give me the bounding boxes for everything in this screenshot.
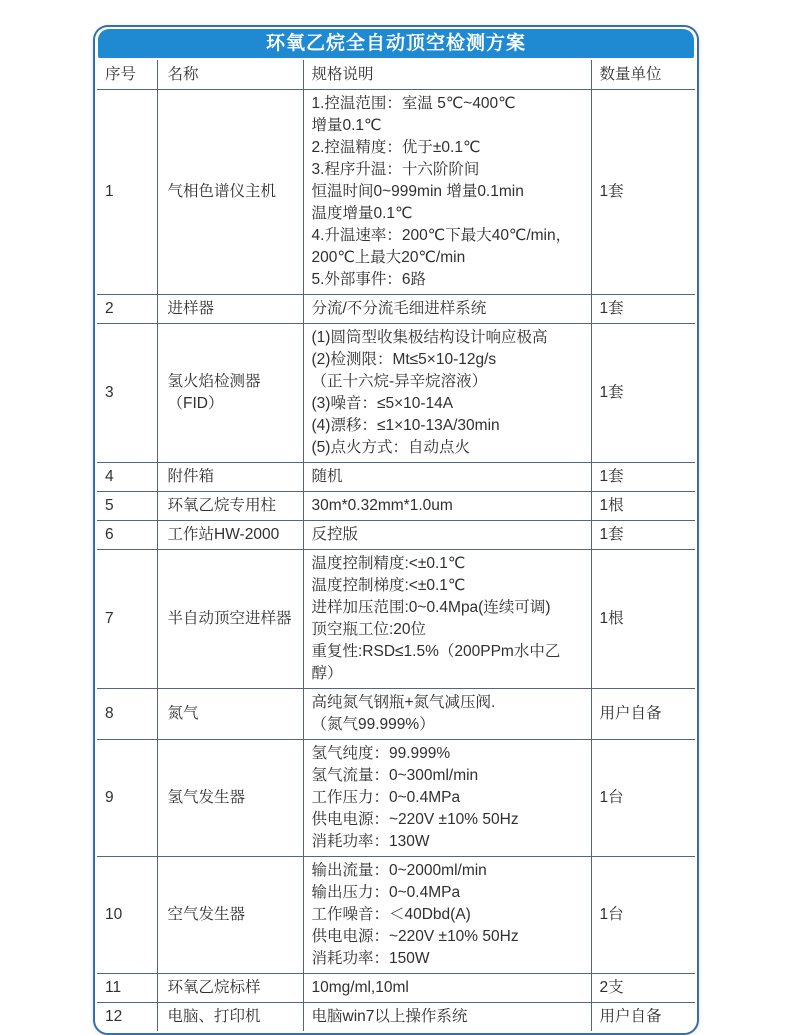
table-row (97, 740, 695, 857)
quantity-cell: 1套 (591, 324, 695, 463)
quantity-cell: 1台 (591, 857, 695, 974)
spec-line: 增量0.1℃ (311, 117, 382, 134)
row-number-cell: 1 (97, 90, 157, 295)
row-number-cell: 6 (97, 521, 157, 550)
table-row (97, 324, 695, 463)
col-header-qty: 数量单位 (591, 60, 695, 90)
spec-line: 工作噪音：＜40Dbd(A) (311, 906, 471, 923)
spec-line: 电脑win7以上操作系统 (311, 1008, 468, 1025)
spec-cell (303, 974, 591, 1003)
spec-line: (4)漂移：≤1×10-13A/30min (311, 417, 500, 434)
spec-line: 消耗功率：130W (311, 833, 430, 850)
spec-cell (303, 521, 591, 550)
spec-line: 随机 (311, 468, 343, 485)
item-name-cell: 环氧乙烷专用柱 (157, 492, 303, 521)
row-number-cell: 11 (97, 974, 157, 1003)
quantity-cell: 1根 (591, 550, 695, 689)
item-name-cell: 气相色谱仪主机 (157, 90, 303, 295)
spec-line: 温度控制梯度:<±0.1℃ (311, 577, 466, 594)
spec-line: 工作压力：0~0.4MPa (311, 789, 461, 806)
spec-cell (303, 550, 591, 689)
row-number-cell: 4 (97, 463, 157, 492)
spec-line: 恒温时间0~999min 增量0.1min (311, 183, 524, 200)
item-name-cell: 氢气发生器 (157, 740, 303, 857)
spec-line: 2.控温精度：优于±0.1℃ (311, 139, 481, 156)
spec-line: 顶空瓶工位:20位 (311, 621, 427, 638)
spec-line: 30m*0.32mm*1.0um (311, 497, 453, 514)
table-row (97, 521, 695, 550)
spec-line: 输出流量：0~2000ml/min (311, 862, 487, 879)
row-number-cell: 2 (97, 295, 157, 324)
spec-line: 4.升温速率：200℃下最大40℃/min， (311, 227, 572, 244)
item-name-cell: 工作站HW-2000 (157, 521, 303, 550)
item-name-cell: 电脑、打印机 (157, 1003, 303, 1032)
spec-line: 输出压力：0~0.4MPa (311, 884, 461, 901)
row-number-cell: 3 (97, 324, 157, 463)
spec-line: 温度控制精度:<±0.1℃ (311, 555, 466, 572)
spec-line: 供电电源：~220V ±10% 50Hz (311, 928, 519, 945)
quantity-cell: 2支 (591, 974, 695, 1003)
spec-cell (303, 492, 591, 521)
table-body (97, 90, 695, 1032)
item-name-cell: 氮气 (157, 689, 303, 740)
spec-line: 反控版 (311, 526, 359, 543)
spec-line: 进样加压范围:0~0.4Mpa(连续可调) (311, 599, 551, 616)
table-row (97, 689, 695, 740)
spec-line: （氮气99.999%） (311, 716, 435, 733)
spec-line: 温度增量0.1℃ (311, 205, 413, 222)
item-name-cell: 氢火焰检测器（FID） (157, 324, 303, 463)
spec-line: 消耗功率：150W (311, 950, 430, 967)
table-title: 环氧乙烷全自动顶空检测方案 (98, 29, 694, 58)
row-number-cell: 9 (97, 740, 157, 857)
spec-line: 氢气纯度：99.999% (311, 745, 451, 762)
spec-line: 重复性:RSD≤1.5%（200PPm水中乙醇） (311, 643, 561, 682)
table-row (97, 90, 695, 295)
spec-line: 5.外部事件：6路 (311, 271, 427, 288)
col-header-spec: 规格说明 (303, 60, 591, 90)
spec-cell (303, 90, 591, 295)
table-row (97, 550, 695, 689)
table-row (97, 857, 695, 974)
quantity-cell: 1根 (591, 492, 695, 521)
spec-line: (2)检测限：Mt≤5×10-12g/s (311, 351, 497, 368)
table-header-row (97, 60, 695, 90)
col-header-name: 名称 (157, 60, 303, 90)
spec-line: 高纯氮气钢瓶+氮气减压阀. (311, 694, 496, 711)
spec-line: 氢气流量：0~300ml/min (311, 767, 479, 784)
spec-line: 200℃上最大20℃/min (311, 249, 466, 266)
quantity-cell: 1套 (591, 463, 695, 492)
table-row (97, 492, 695, 521)
spec-line: 3.程序升温：十六阶阶间 (311, 161, 480, 178)
spec-cell (303, 295, 591, 324)
spec-line: 10mg/ml,10ml (311, 979, 409, 996)
spec-line: 分流/不分流毛细进样系统 (311, 300, 487, 317)
table-row (97, 463, 695, 492)
item-name-cell: 空气发生器 (157, 857, 303, 974)
quantity-cell: 用户自备 (591, 689, 695, 740)
table-row (97, 974, 695, 1003)
col-header-no: 序号 (97, 60, 157, 90)
spec-line: (5)点火方式：自动点火 (311, 439, 470, 456)
quantity-cell: 1套 (591, 521, 695, 550)
table-row (97, 295, 695, 324)
quantity-cell: 1套 (591, 90, 695, 295)
spec-cell (303, 463, 591, 492)
item-name-cell: 附件箱 (157, 463, 303, 492)
item-name-cell: 半自动顶空进样器 (157, 550, 303, 689)
item-name-cell: 环氧乙烷标样 (157, 974, 303, 1003)
row-number-cell: 12 (97, 1003, 157, 1032)
spec-cell (303, 324, 591, 463)
quantity-cell: 1台 (591, 740, 695, 857)
row-number-cell: 10 (97, 857, 157, 974)
row-number-cell: 5 (97, 492, 157, 521)
spec-line: 1.控温范围：室温 5℃~400℃ (311, 95, 516, 112)
spec-line: （正十六烷-异辛烷溶液） (311, 373, 488, 390)
table-row (97, 1003, 695, 1032)
spec-cell (303, 740, 591, 857)
spec-cell (303, 857, 591, 974)
row-number-cell: 8 (97, 689, 157, 740)
spec-line: (3)噪音：≤5×10-14A (311, 395, 454, 412)
detection-plan-panel (93, 25, 699, 1035)
spec-cell (303, 689, 591, 740)
spec-table (97, 60, 695, 1031)
spec-line: (1)圆筒型收集极结构设计响应极高 (311, 329, 548, 346)
row-number-cell: 7 (97, 550, 157, 689)
item-name-cell: 进样器 (157, 295, 303, 324)
spec-line: 供电电源：~220V ±10% 50Hz (311, 811, 519, 828)
spec-cell (303, 1003, 591, 1032)
quantity-cell: 用户自备 (591, 1003, 695, 1032)
quantity-cell: 1套 (591, 295, 695, 324)
